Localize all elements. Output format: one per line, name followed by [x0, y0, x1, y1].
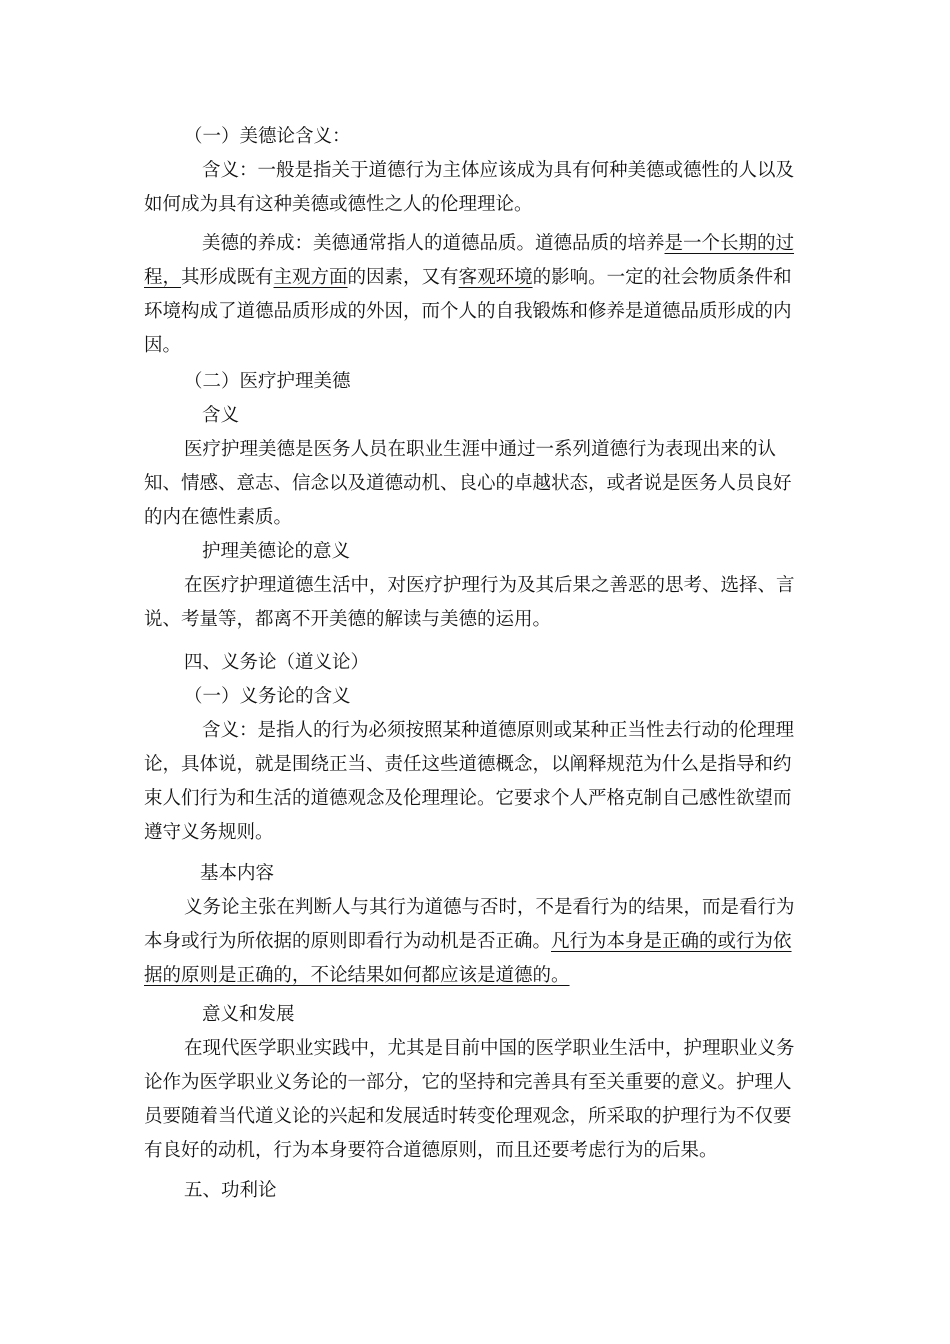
- underlined-text: 凡行为本身是正确的或行为依: [551, 931, 792, 952]
- text-line: [144, 925, 809, 959]
- text-span: 本身或行为所依据的原则即看行为动机是否正确。: [144, 931, 552, 952]
- text-line: 环境构成了道德品质形成的外因，而个人的自我锻炼和修养是道德品质形成的内: [144, 301, 792, 322]
- virtue-cultivation-paragraph: [144, 227, 809, 363]
- text-line: [144, 261, 809, 295]
- text-line: 在现代医学职业实践中，尤其是目前中国的医学职业生活中，护理职业义务: [184, 1038, 795, 1059]
- virtue-definition-section: [144, 120, 809, 222]
- text-line: 知、情感、意志、信念以及道德动机、良心的卓越状态，或者说是医务人员良好: [144, 473, 792, 494]
- section-heading: 五、功利论: [184, 1180, 277, 1201]
- section-heading: （一）美德论含义：: [184, 126, 351, 147]
- utilitarianism-section: [144, 1174, 809, 1208]
- underlined-text: 据的原则是正确的，不论结果如何都应该是道德的。: [144, 965, 570, 986]
- text-line: 如何成为具有这种美德或德性之人的伦理理论。: [144, 194, 533, 215]
- text-line: [144, 959, 809, 993]
- text-line: 义务论主张在判断人与其行为道德与否时，不是看行为的结果，而是看行为: [184, 897, 795, 918]
- deontology-meaning-section: [144, 998, 809, 1168]
- text-line: 遵守义务规则。: [144, 822, 274, 843]
- text-line: [144, 227, 809, 261]
- section-heading: 四、义务论（道义论）: [184, 652, 370, 673]
- deontology-basic-content: [144, 857, 809, 993]
- text-line: 论作为医学职业义务论的一部分，它的坚持和完善具有至关重要的意义。护理人: [144, 1072, 792, 1093]
- section-heading: （一）义务论的含义: [184, 686, 351, 707]
- text-line: 含义：一般是指关于道德行为主体应该成为具有何种美德或德性的人以及: [202, 160, 795, 181]
- underlined-text: 主观方面: [273, 267, 348, 288]
- sub-heading: 含义: [202, 405, 240, 426]
- text-line: 含义：是指人的行为必须按照某种道德原则或某种正当性去行动的伦理理: [202, 720, 795, 741]
- text-line: 说、考量等，都离不开美德的解读与美德的运用。: [144, 609, 552, 630]
- text-line: 有良好的动机，行为本身要符合道德原则，而且还要考虑行为的后果。: [144, 1140, 718, 1161]
- text-line: 因。: [144, 335, 182, 356]
- underlined-text: 是一个长期的过: [664, 233, 795, 254]
- sub-heading: 护理美德论的意义: [202, 541, 351, 562]
- sub-heading: 意义和发展: [202, 1004, 295, 1025]
- text-line: 员要随着当代道义论的兴起和发展适时转变伦理观念，所采取的护理行为不仅要: [144, 1106, 792, 1127]
- text-line: 医疗护理美德是医务人员在职业生涯中通过一系列道德行为表现出来的认: [184, 439, 777, 460]
- text-span: 其形成既有: [181, 267, 274, 288]
- sub-heading: 基本内容: [200, 863, 275, 884]
- text-span: 的影响。一定的社会物质条件和: [532, 267, 792, 288]
- underlined-text: 程，: [144, 267, 182, 288]
- section-heading: （二）医疗护理美德: [184, 371, 351, 392]
- text-span: 美德的养成：美德通常指人的道德品质。道德品质的培养: [202, 233, 665, 254]
- underlined-text: 客观环境: [458, 267, 533, 288]
- text-line: 的内在德性素质。: [144, 507, 293, 528]
- text-line: 在医疗护理道德生活中，对医疗护理行为及其后果之善恶的思考、选择、言: [184, 575, 795, 596]
- text-span: 的因素，又有: [347, 267, 459, 288]
- text-line: 束人们行为和生活的道德观念及伦理理论。它要求个人严格克制自己感性欲望而: [144, 788, 792, 809]
- text-line: 论，具体说，就是围绕正当、责任这些道德概念，以阐释规范为什么是指导和约: [144, 754, 792, 775]
- medical-virtue-section: [144, 365, 809, 637]
- deontology-section: [144, 646, 809, 850]
